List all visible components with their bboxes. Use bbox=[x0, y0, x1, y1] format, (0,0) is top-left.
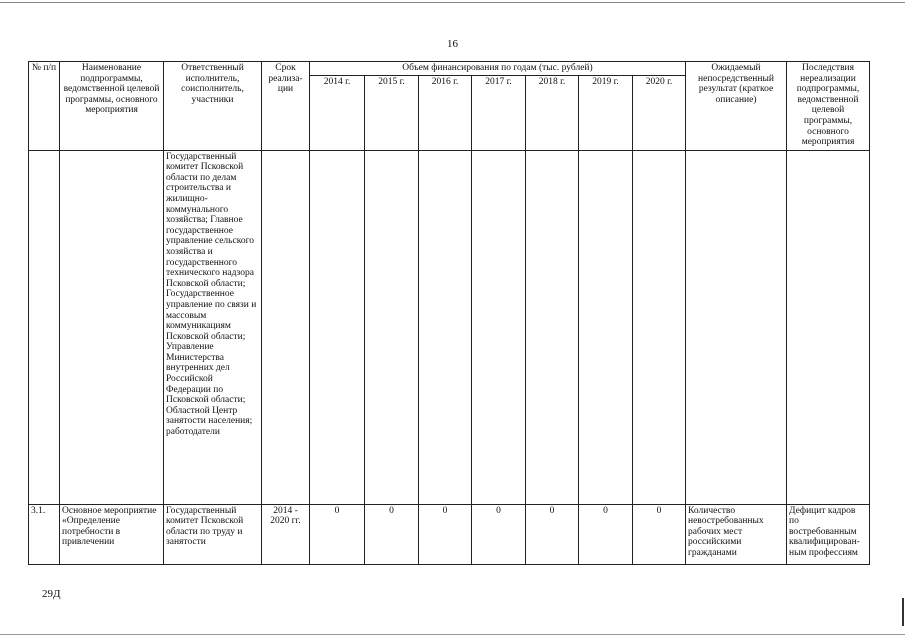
row-year-value: 0 bbox=[633, 504, 686, 564]
page-number: 16 bbox=[447, 38, 458, 50]
header-name: Наименование подпрограммы, ведомственной целевой программы, основного мероприятия bbox=[60, 62, 164, 151]
row-year-value: 0 bbox=[472, 504, 526, 564]
header-funding-group: Объем финансирования по годам (тыс. рублей) bbox=[310, 62, 686, 76]
scan-top-edge bbox=[0, 2, 905, 3]
funding-table bbox=[28, 61, 870, 565]
header-year: 2015 г. bbox=[365, 75, 419, 150]
row-consequences-cell bbox=[787, 150, 870, 504]
header-expected-result: Ожидаемый непосредственный результат (краткое описание) bbox=[686, 62, 787, 151]
row-period-cell: 2014 - 2020 гг. bbox=[262, 504, 310, 564]
row-year-value: 0 bbox=[526, 504, 579, 564]
footer-document-code: 29Д bbox=[42, 588, 61, 600]
row-expected-cell bbox=[686, 150, 787, 504]
header-year: 2018 г. bbox=[526, 75, 579, 150]
header-year: 2016 г. bbox=[419, 75, 472, 150]
header-row-top bbox=[29, 62, 870, 76]
row-year-cell bbox=[526, 150, 579, 504]
row-number-cell: 3.1. bbox=[29, 504, 60, 564]
scan-edge-mark bbox=[902, 598, 904, 626]
row-year-cell bbox=[310, 150, 365, 504]
scan-bottom-edge bbox=[0, 634, 905, 635]
header-period: Срок реализа-ции bbox=[262, 62, 310, 151]
row-expected-cell bbox=[686, 504, 787, 564]
header-year: 2014 г. bbox=[310, 75, 365, 150]
header-number: № п/п bbox=[29, 62, 60, 151]
row-name-cell bbox=[60, 150, 164, 504]
row-year-cell bbox=[579, 150, 633, 504]
row-responsible-text: Государственный комитет Псковской области по труду и занятости bbox=[166, 505, 244, 548]
row-year-cell bbox=[419, 150, 472, 504]
header-consequences: Последствия нереализации подпрограммы, ведомственной целевой программы, основного мероприятия bbox=[787, 62, 870, 151]
header-year: 2019 г. bbox=[579, 75, 633, 150]
row-expected-text: Количество невостребованных рабочих мест российскими гражданами bbox=[688, 505, 764, 558]
row-consequences-cell bbox=[787, 504, 870, 564]
header-responsible: Ответственный исполнитель, соисполнитель, участники bbox=[164, 62, 262, 151]
row-responsible-cell: Государственный комитет Псковской области по делам строительства и жилищно-коммунального хозяйства; Главное государственное управление сельского хозяйства и государственного технического надзора Псковской области; Государственное управление по связи и массовым коммуникациям Псковской области; Управление Министерства внутренних дел Российской Федерации по Псковской области; Областной Центр занятости населения; работодатели bbox=[164, 150, 262, 504]
header-year: 2020 г. bbox=[633, 75, 686, 150]
row-name-cell bbox=[60, 504, 164, 564]
row-period-cell bbox=[262, 150, 310, 504]
row-year-cell bbox=[633, 150, 686, 504]
row-year-value: 0 bbox=[419, 504, 472, 564]
row-year-value: 0 bbox=[365, 504, 419, 564]
table-row bbox=[29, 150, 870, 504]
row-consequences-text: Дефицит кадров по востребованным квалифицирован-ным профессиям bbox=[789, 505, 860, 558]
row-responsible-cell bbox=[164, 504, 262, 564]
row-year-value: 0 bbox=[579, 504, 633, 564]
header-year: 2017 г. bbox=[472, 75, 526, 150]
row-year-cell bbox=[472, 150, 526, 504]
row-name-text: Основное мероприятие «Определение потребности в привлечении bbox=[62, 505, 157, 548]
row-year-cell bbox=[365, 150, 419, 504]
row-year-value: 0 bbox=[310, 504, 365, 564]
table-row bbox=[29, 504, 870, 564]
row-number-cell bbox=[29, 150, 60, 504]
